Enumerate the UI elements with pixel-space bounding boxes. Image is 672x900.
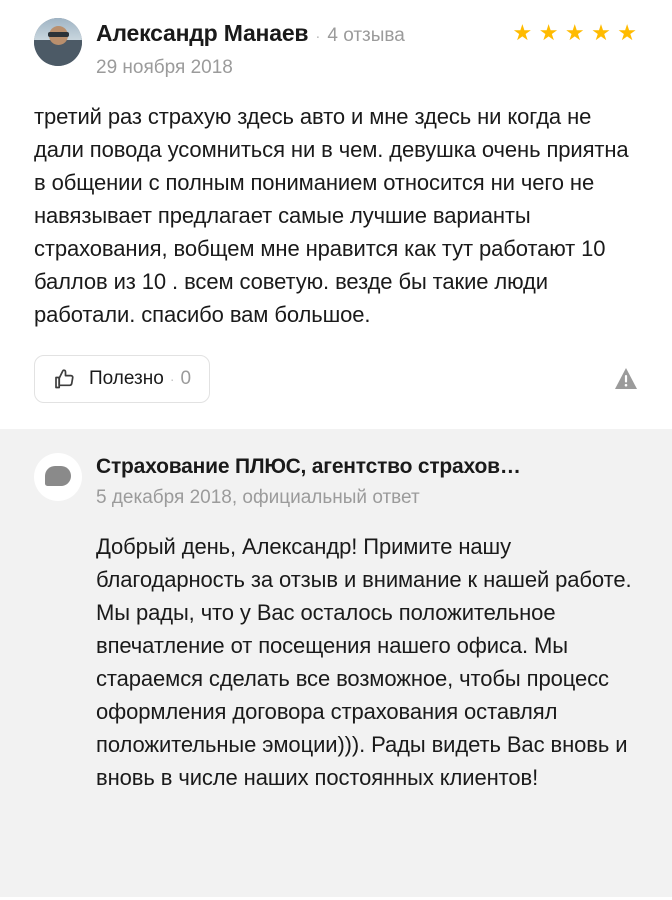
review-text: третий раз страхую здесь авто и мне здесь ни когда не дали повода усомниться ни в чем. девушка очень приятна в общении с полным пониманием относится ни чего не навязывает предлагает самые лучшие варианты страхования, вобщем мне нравится как тут работают 10 баллов из 10 . всем советую. везде бы такие люди работали. спасибо вам большое. (34, 104, 629, 327)
official-answer-text: Добрый день, Александр! Примите нашу благодарность за отзыв и внимание к нашей работе. Мы рады, что у Вас осталось положительное впечатление от посещения нашего офиса. Мы стараемся сделать все возможное, чтобы процесс оформления договора страхования оставлял положительные эмоции))). Рады видеть Вас вновь и вновь в числе наших постоянных клиентов! (96, 534, 632, 790)
avatar-sunglasses (48, 32, 69, 37)
thumbs-up-icon (53, 367, 77, 391)
useful-label: Полезно (89, 368, 164, 389)
organization-name[interactable]: Страхование ПЛЮС, агентство страхов… (96, 455, 521, 478)
star-icon: ★ (564, 20, 586, 45)
review-card (0, 0, 672, 429)
star-icon: ★ (512, 20, 534, 45)
author-name[interactable]: Александр Манаев (96, 20, 309, 46)
speech-bubble-shape (45, 466, 71, 486)
separator-dot: · (315, 28, 321, 45)
report-warning-icon[interactable] (614, 366, 638, 392)
rating-stars (513, 18, 638, 45)
review-header (34, 18, 638, 80)
star-icon: ★ (591, 20, 612, 45)
official-answer-meta: 5 декабря 2018, официальный ответ (96, 487, 420, 508)
star-icon: ★ (538, 20, 560, 45)
review-actions (34, 355, 638, 429)
useful-button[interactable] (34, 355, 210, 403)
official-answer-header (34, 453, 638, 510)
official-answer-card (0, 429, 672, 897)
review-author-block (96, 18, 503, 80)
star-icon: ★ (617, 20, 638, 45)
speech-bubble-icon (34, 453, 82, 501)
review-date: 29 ноября 2018 (96, 57, 233, 78)
useful-count: 0 (180, 368, 192, 389)
author-row (96, 19, 503, 51)
author-reviews-count[interactable]: 4 отзыва (327, 25, 405, 46)
user-photo-avatar[interactable] (34, 18, 82, 66)
org-info (96, 453, 638, 510)
useful-separator: · (169, 371, 175, 387)
